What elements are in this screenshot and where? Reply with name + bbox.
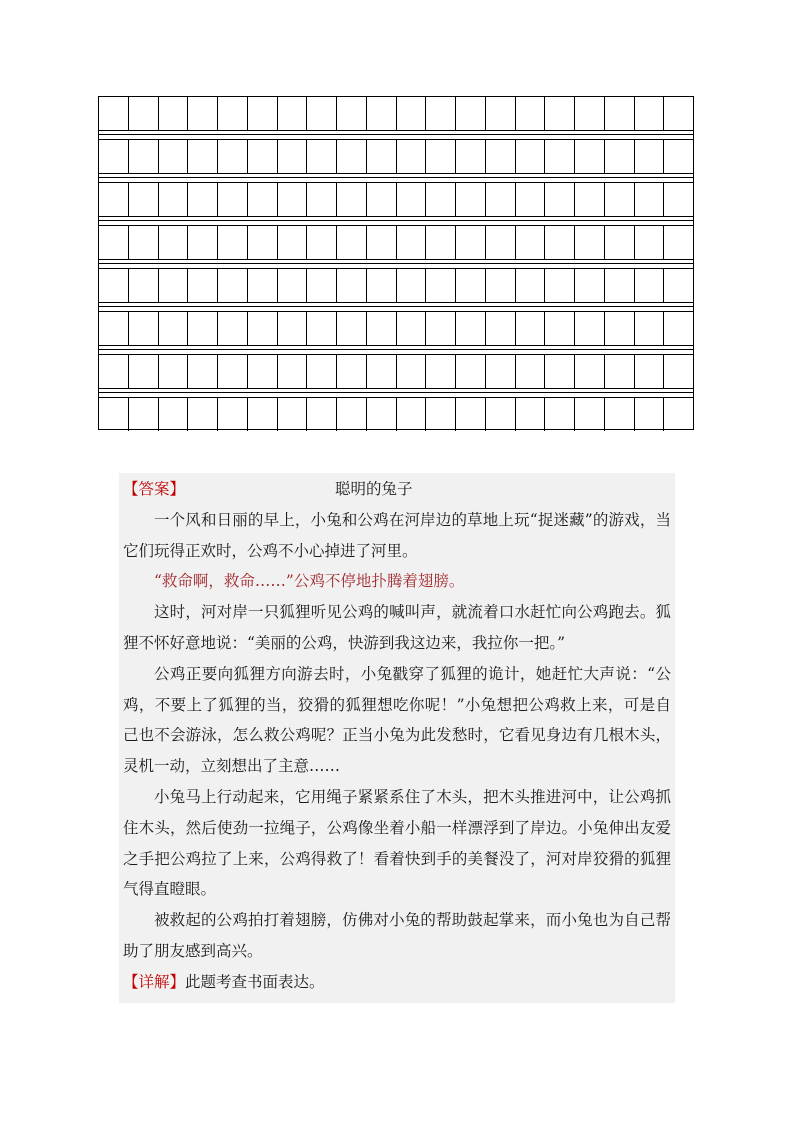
grid-cell <box>188 183 218 216</box>
grid-cell <box>248 312 278 345</box>
grid-cell <box>218 312 248 345</box>
grid-cell <box>456 312 486 345</box>
grid-cell <box>129 97 159 130</box>
grid-cell <box>426 355 456 388</box>
grid-cell <box>367 398 397 431</box>
grid-cell <box>664 97 693 130</box>
grid-cell <box>664 140 693 173</box>
grid-cell <box>397 97 427 130</box>
grid-cell <box>129 355 159 388</box>
grid-row-separator <box>99 345 693 355</box>
grid-cell <box>545 140 575 173</box>
grid-cell <box>456 183 486 216</box>
grid-cell <box>635 355 665 388</box>
grid-cell <box>486 183 516 216</box>
grid-cell <box>575 355 605 388</box>
writing-grid <box>98 96 694 430</box>
grid-cell <box>218 97 248 130</box>
grid-cell <box>426 312 456 345</box>
grid-cell <box>545 226 575 259</box>
grid-cell <box>129 312 159 345</box>
grid-cell <box>218 269 248 302</box>
grid-cell <box>159 312 189 345</box>
grid-cell <box>278 269 308 302</box>
grid-cell <box>278 312 308 345</box>
grid-cell <box>337 183 367 216</box>
paragraph-5: 小兔马上行动起来，它用绳子紧紧系住了木头，把木头推进河中，让公鸡抓住木头，然后使劲一拉绳子，公鸡像坐着小船一样漂浮到了岸边。小兔伸出友爱之手把公鸡拉了上来，公鸡得救了！看着快到手的美餐没了，河对岸狡猾的狐狸气得直瞪眼。 <box>123 787 671 899</box>
grid-cell <box>278 226 308 259</box>
grid-cell <box>575 398 605 431</box>
grid-cell <box>129 226 159 259</box>
grid-cell <box>129 269 159 302</box>
grid-cell <box>397 226 427 259</box>
grid-cell <box>516 355 546 388</box>
essay-title: 聪明的兔子 <box>335 480 413 498</box>
grid-cell <box>516 398 546 431</box>
grid-cell <box>605 355 635 388</box>
grid-cell <box>397 183 427 216</box>
grid-cell <box>545 183 575 216</box>
paragraph-1: 一个风和日丽的早上，小兔和公鸡在河岸边的草地上玩“捉迷藏”的游戏，当它们玩得正欢时，公鸡不小心掉进了河里。 <box>123 510 671 560</box>
grid-cell <box>516 269 546 302</box>
grid-cell <box>486 226 516 259</box>
grid-cell <box>307 183 337 216</box>
grid-cell <box>456 269 486 302</box>
grid-row <box>99 140 693 173</box>
grid-cell <box>278 97 308 130</box>
grid-cell <box>486 140 516 173</box>
grid-cell <box>218 355 248 388</box>
grid-cell <box>159 355 189 388</box>
grid-cell <box>664 398 693 431</box>
grid-cell <box>426 398 456 431</box>
grid-cell <box>337 140 367 173</box>
grid-cell <box>188 226 218 259</box>
grid-cell <box>367 183 397 216</box>
paragraph-2: “救命啊，救命……”公鸡不停地扑腾着翅膀。 <box>154 572 465 591</box>
grid-cell <box>307 355 337 388</box>
grid-cell <box>545 312 575 345</box>
grid-cell <box>635 398 665 431</box>
grid-cell <box>575 97 605 130</box>
grid-cell <box>278 355 308 388</box>
grid-cell <box>248 226 278 259</box>
grid-cell <box>516 140 546 173</box>
grid-cell <box>188 398 218 431</box>
grid-cell <box>426 269 456 302</box>
answer-panel <box>119 473 675 1003</box>
grid-cell <box>605 226 635 259</box>
grid-cell <box>218 226 248 259</box>
grid-cell <box>159 398 189 431</box>
grid-cell <box>337 269 367 302</box>
answer-header <box>123 474 671 505</box>
grid-row <box>99 398 693 431</box>
detail-text: 此题考查书面表达。 <box>185 972 325 991</box>
grid-row <box>99 97 693 130</box>
grid-cell <box>516 183 546 216</box>
grid-row <box>99 355 693 388</box>
grid-cell <box>664 269 693 302</box>
grid-cell <box>545 398 575 431</box>
grid-row-separator <box>99 388 693 398</box>
grid-cell <box>605 97 635 130</box>
grid-cell <box>337 97 367 130</box>
grid-row <box>99 312 693 345</box>
grid-cell <box>575 226 605 259</box>
grid-cell <box>605 269 635 302</box>
grid-cell <box>456 398 486 431</box>
answer-tag: 【答案】 <box>123 480 186 498</box>
grid-cell <box>307 226 337 259</box>
grid-cell <box>456 97 486 130</box>
grid-cell <box>99 355 129 388</box>
grid-row-separator <box>99 130 693 140</box>
grid-cell <box>575 183 605 216</box>
grid-cell <box>367 312 397 345</box>
detail-line <box>123 967 671 998</box>
grid-cell <box>456 140 486 173</box>
grid-row <box>99 269 693 302</box>
grid-cell <box>248 269 278 302</box>
grid-cell <box>307 312 337 345</box>
detail-tag: 【详解】 <box>123 972 186 991</box>
grid-cell <box>605 183 635 216</box>
grid-row-separator <box>99 302 693 312</box>
grid-cell <box>575 312 605 345</box>
grid-cell <box>99 269 129 302</box>
grid-cell <box>278 398 308 431</box>
grid-cell <box>545 97 575 130</box>
grid-cell <box>664 183 693 216</box>
grid-cell <box>664 312 693 345</box>
paragraph-3: 这时，河对岸一只狐狸听见公鸡的喊叫声，就流着口水赶忙向公鸡跑去。狐狸不怀好意地说：“美丽的公鸡，快游到我这边来，我拉你一把。” <box>123 603 671 652</box>
grid-cell <box>278 140 308 173</box>
grid-cell <box>337 312 367 345</box>
paragraph-4: 公鸡正要向狐狸方向游去时，小兔戳穿了狐狸的诡计，她赶忙大声说：“公鸡，不要上了狐狸的当，狡猾的狐狸想吃你呢！”小兔想把公鸡救上来，可是自己也不会游泳，怎么救公鸡呢？正当小兔为此发愁时，它看见身边有几根木头，灵机一动，立刻想出了主意…… <box>123 664 671 776</box>
grid-cell <box>367 97 397 130</box>
grid-cell <box>129 183 159 216</box>
grid-cell <box>456 226 486 259</box>
grid-cell <box>218 140 248 173</box>
grid-cell <box>397 140 427 173</box>
grid-row-separator <box>99 216 693 226</box>
grid-cell <box>218 183 248 216</box>
grid-cell <box>635 183 665 216</box>
grid-cell <box>397 355 427 388</box>
grid-cell <box>397 312 427 345</box>
grid-cell <box>635 140 665 173</box>
grid-cell <box>159 140 189 173</box>
grid-cell <box>367 226 397 259</box>
grid-cell <box>159 183 189 216</box>
grid-cell <box>99 398 129 431</box>
grid-cell <box>605 312 635 345</box>
grid-cell <box>545 269 575 302</box>
grid-cell <box>159 226 189 259</box>
grid-cell <box>426 97 456 130</box>
grid-cell <box>99 226 129 259</box>
grid-cell <box>248 183 278 216</box>
grid-cell <box>397 398 427 431</box>
grid-cell <box>307 269 337 302</box>
grid-cell <box>516 97 546 130</box>
grid-cell <box>486 355 516 388</box>
grid-cell <box>426 140 456 173</box>
grid-cell <box>307 398 337 431</box>
grid-cell <box>486 312 516 345</box>
grid-cell <box>486 398 516 431</box>
grid-row-separator <box>99 259 693 269</box>
grid-cell <box>426 226 456 259</box>
grid-cell <box>367 355 397 388</box>
paragraph-6: 被救起的公鸡拍打着翅膀，仿佛对小兔的帮助鼓起掌来，而小兔也为自己帮助了朋友感到高兴。 <box>123 911 671 960</box>
grid-cell <box>635 269 665 302</box>
grid-cell <box>486 269 516 302</box>
grid-cell <box>218 398 248 431</box>
grid-cell <box>397 269 427 302</box>
grid-cell <box>188 97 218 130</box>
grid-cell <box>635 97 665 130</box>
grid-cell <box>129 140 159 173</box>
grid-cell <box>188 355 218 388</box>
grid-cell <box>99 183 129 216</box>
grid-cell <box>99 140 129 173</box>
grid-cell <box>307 140 337 173</box>
grid-cell <box>516 312 546 345</box>
grid-cell <box>367 269 397 302</box>
grid-cell <box>337 355 367 388</box>
grid-cell <box>337 398 367 431</box>
grid-cell <box>426 183 456 216</box>
grid-cell <box>248 97 278 130</box>
grid-cell <box>159 97 189 130</box>
grid-cell <box>188 269 218 302</box>
grid-cell <box>635 226 665 259</box>
grid-row <box>99 183 693 216</box>
grid-cell <box>248 398 278 431</box>
grid-cell <box>307 97 337 130</box>
grid-cell <box>516 226 546 259</box>
grid-cell <box>99 97 129 130</box>
grid-cell <box>545 355 575 388</box>
grid-row-separator <box>99 173 693 183</box>
grid-cell <box>605 140 635 173</box>
grid-cell <box>486 97 516 130</box>
grid-cell <box>456 355 486 388</box>
grid-cell <box>248 355 278 388</box>
grid-row <box>99 226 693 259</box>
grid-cell <box>664 355 693 388</box>
grid-cell <box>664 226 693 259</box>
grid-cell <box>248 140 278 173</box>
grid-cell <box>575 140 605 173</box>
grid-cell <box>367 140 397 173</box>
grid-cell <box>129 398 159 431</box>
grid-cell <box>337 226 367 259</box>
grid-cell <box>188 140 218 173</box>
grid-cell <box>278 183 308 216</box>
grid-cell <box>188 312 218 345</box>
grid-cell <box>99 312 129 345</box>
grid-cell <box>635 312 665 345</box>
grid-cell <box>575 269 605 302</box>
grid-cell <box>159 269 189 302</box>
grid-cell <box>605 398 635 431</box>
